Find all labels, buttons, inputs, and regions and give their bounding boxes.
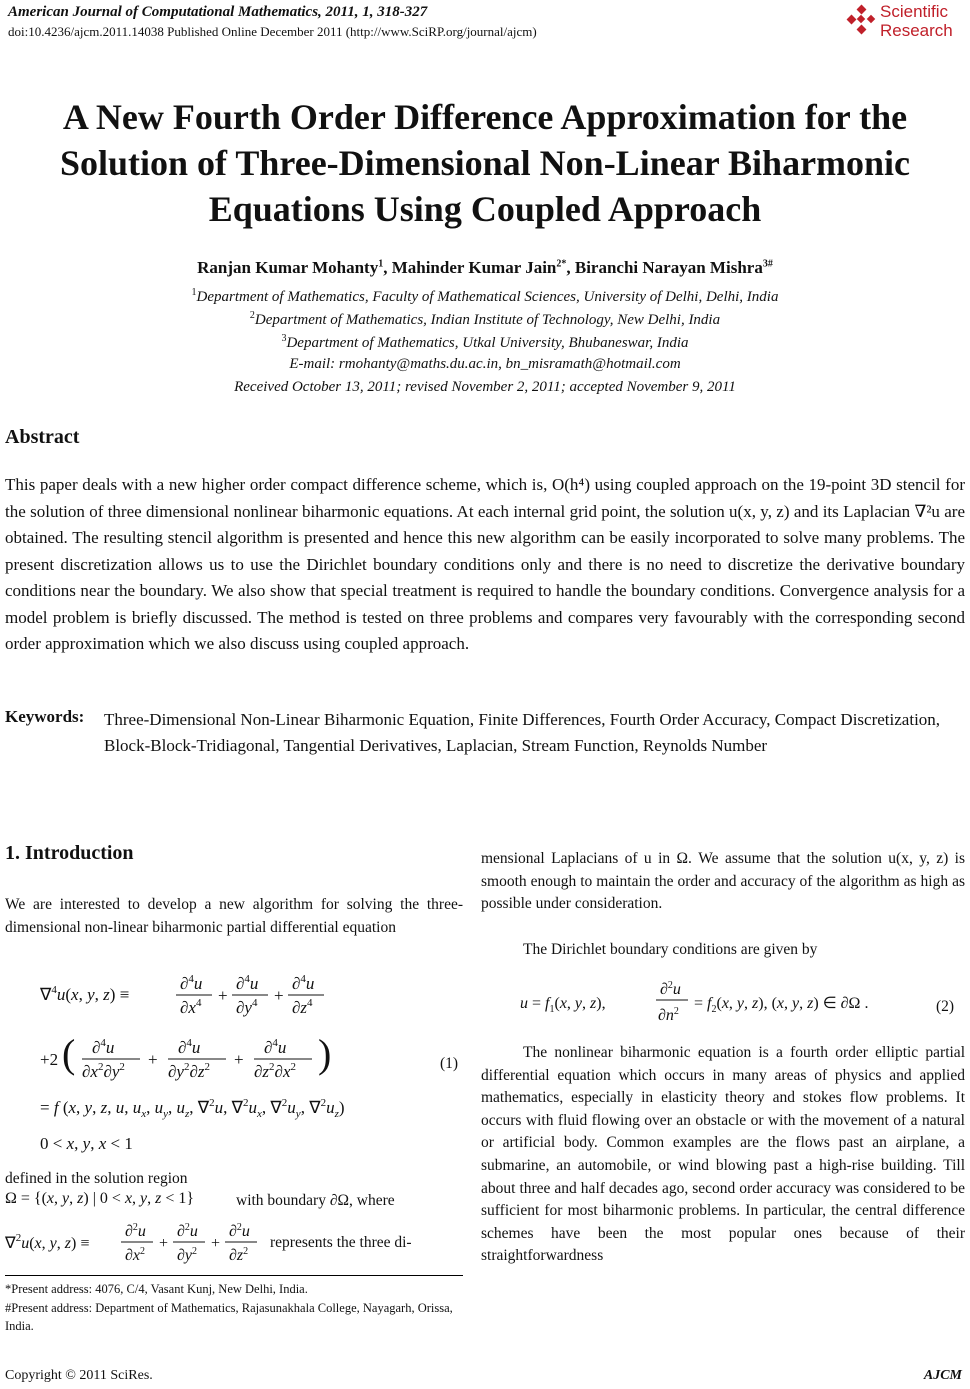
- keywords-text: Three-Dimensional Non-Linear Biharmonic Equation, Finite Differences, Fourth Order Accuracy, Compact Discretization, Block-Block-Tridiagonal, Tangential Derivatives, Laplacian, Stream Function, Reynolds Number: [104, 710, 941, 755]
- svg-text:+: +: [234, 1050, 244, 1069]
- footnote-2: #Present address: Department of Mathematics, Rajasunakhala College, Nayagarh, Orissa, India.: [5, 1301, 453, 1333]
- svg-text:∂y2∂z2: $\partial y^2\partial z^2$: [168, 1061, 210, 1081]
- svg-text:+: +: [274, 986, 284, 1005]
- svg-text:= f2(x, y, z), (x, y, z) ∈ ∂Ω: = $f_2(x$, y, z), (x, y, z) ∈ ∂Ω .: [694, 995, 869, 1015]
- affiliation-3: $^3$Department of Mathematics, Utkal University, Bhubaneswar, India: [281, 333, 689, 351]
- abstract-text: This paper deals with a new higher order compact difference scheme, which is, O(h⁴) using coupled approach on the 19-point 3D stencil for the solution of three dimensional nonlinear biharmonic equations. At each internal grid point, the solution u(x, y, z) and its Laplacian ∇²u are obtained. The resulting stencil algorithm is presented and hence this new algorithm can be easily incorporated to solve many problems. The present discretization allows us to use the Dirichlet boundary conditions only and there is no need to discretize the derivative boundary conditions near the boundary. We also show that special treatment is required to handle the boundary conditions. Convergence analysis for a model problem is briefly discussed. The method is tested on three problems and compares very favourably with the corresponding second order approximation which we also discuss using coupled approach.: [5, 475, 965, 653]
- svg-text:u = f1(x, y, z),: $u = f_1(x$, y, z),: [520, 995, 606, 1015]
- section-heading-introduction: 1. Introduction: [5, 842, 134, 864]
- boundary-text: with boundary ∂Ω, where: [236, 1192, 395, 1209]
- svg-text:∂x2∂y2: $\partial x^2\partial y^2$: [82, 1061, 125, 1081]
- intro-paragraph-2: defined in the solution region: [5, 1170, 188, 1187]
- svg-text:+2: +2: [40, 1050, 59, 1069]
- affiliation-1: $^1$Department of Mathematics, Faculty of Mathematical Sciences, University of Delhi, Delhi, India: [191, 287, 779, 305]
- svg-text:∂2u: ∂$^2$u: [229, 1222, 250, 1240]
- svg-text:∂4u: ∂$^4$u: [236, 973, 259, 993]
- right-paragraph-1: mensional Laplacians of u in Ω. We assume that the solution u(x, y, z) is smooth enough to maintain the order and accuracy of the algorithm as high as possible under consideration.: [481, 850, 965, 913]
- copyright-footer: Copyright © 2011 SciRes.: [5, 1368, 153, 1383]
- author-list: Ranjan Kumar Mohanty$^1$, Mahinder Kumar Jain$^{2*}$, Biranchi Narayan Mishra$^{3\#}$: [197, 258, 773, 277]
- svg-text:∇4u(x, y, z) ≡: ∇$^4$u(x, y, z) ≡: [40, 984, 130, 1004]
- received-dates: Received October 13, 2011; revised November 2, 2011; accepted November 9, 2011: [234, 379, 736, 395]
- equation-2: [520, 970, 940, 1032]
- email-line: E-mail: rmohanty@maths.du.ac.in, bn_misramath@hotmail.com: [289, 356, 681, 372]
- footnote-1: *Present address: 4076, C/4, Vasant Kunj, New Delhi, India.: [5, 1282, 308, 1296]
- author-2-mark: 2*: [556, 258, 567, 270]
- svg-text:= f (x, y, z, u, ux, uy, uz, ∇: = f (x, y, z, u, $u_x$, $u_y$, $u_z$, ∇$^2$u, $\nabla^2u_x$, $\nabla^2u_y$, $\nabla^2u_z$): [40, 1097, 345, 1120]
- svg-text:∂x4: $\partial x^4$: [180, 997, 202, 1017]
- equation-1: [40, 965, 470, 1170]
- author-3-mark: 3#: [762, 258, 773, 270]
- svg-text:∂4u: ∂$^4$u: [92, 1037, 115, 1057]
- footnote-rule: [5, 1275, 463, 1276]
- svg-text:(: (: [62, 1031, 76, 1076]
- author-3: Biranchi Narayan Mishra: [574, 258, 763, 277]
- svg-text:∂z2∂x2: $\partial z^2\partial x^2$: [254, 1061, 296, 1081]
- svg-text:∂4u: ∂$^4$u: [178, 1037, 201, 1057]
- paper-title: [0, 94, 970, 232]
- svg-text:∂2u: ∂$^2$u: [125, 1222, 146, 1240]
- svg-text:∂z4: $\partial z^4$: [292, 997, 313, 1017]
- svg-text:∂2u: ∂$^2$u: [660, 980, 681, 998]
- journal-header: American Journal of Computational Mathematics, 2011, 1, 318-327: [8, 4, 428, 20]
- abstract-heading: Abstract: [5, 426, 80, 448]
- title-line-3: Equations Using Coupled Approach: [208, 189, 762, 229]
- logo-line1: Scientific: [880, 2, 949, 21]
- svg-text:∂y4: $\partial y^4$: [236, 997, 258, 1017]
- svg-text:∂y2: $\partial y^2$: [177, 1246, 198, 1264]
- svg-text:∂z2: $\partial z^2$: [229, 1246, 249, 1264]
- svg-text:): ): [318, 1031, 332, 1076]
- svg-text:∂4u: ∂$^4$u: [292, 973, 315, 993]
- doi-line: doi:10.4236/ajcm.2011.14038 Published Online December 2011 (http://www.SciRP.org/journal/ajcm): [8, 24, 537, 39]
- right-paragraph-3: The nonlinear biharmonic equation is a fourth order elliptic partial differential equation which occurs in many areas of physics and applied mathematics, especially in elasticity theory and stokes flow problems. It occurs with fluid flowing over an obstacle or with the movement of a natural or artificial body. Common examples are the flows past an airplane, a submarine, an automobile, or wind blowing past a high-rise building. Till about three and half decades ago, second order accuracy was considered to be sufficient for most biharmonic problems. In particular, the central difference schemes have been the most popular ones because of their straightforwardness: [481, 1044, 965, 1265]
- laplacian-formula: [5, 1214, 265, 1272]
- svg-text:∂2u: ∂$^2$u: [177, 1222, 198, 1240]
- title-line-1: A New Fourth Order Difference Approximation for the: [62, 97, 908, 137]
- keywords-label: Keywords:: [5, 707, 85, 726]
- affiliation-2: $^2$Department of Mathematics, Indian Institute of Technology, New Delhi, India: [249, 310, 721, 328]
- intro-paragraph-1: We are interested to develop a new algorithm for solving the three-dimensional non-linear biharmonic partial differential equation: [5, 896, 463, 936]
- laplacian-description: represents the three di-: [270, 1234, 412, 1251]
- right-paragraph-2: The Dirichlet boundary conditions are given by: [523, 941, 818, 958]
- author-1-mark: 1: [378, 258, 384, 270]
- journal-abbreviation: AJCM: [923, 1368, 962, 1383]
- svg-text:∂4u: ∂$^4$u: [180, 973, 203, 993]
- svg-text:+: +: [218, 986, 228, 1005]
- svg-text:∇2u(x, y, z) ≡: ∇$^2$u(x, y, z) ≡: [5, 1232, 90, 1252]
- logo-mark-icon: [846, 2, 878, 42]
- title-line-2: Solution of Three-Dimensional Non-Linear Biharmonic: [59, 143, 911, 183]
- svg-text:∂n2: $\partial n^2$: [658, 1006, 679, 1024]
- author-1: Ranjan Kumar Mohanty: [197, 258, 379, 277]
- logo-line2: Research: [880, 21, 953, 40]
- publisher-logo: [846, 2, 964, 46]
- equation-1-number: (1): [440, 1055, 459, 1072]
- solution-region-formula: Ω = {(x, y, z) | 0 < x, y, z < 1}: [5, 1190, 195, 1207]
- svg-text:+: +: [211, 1235, 221, 1252]
- equation-2-number: (2): [936, 998, 955, 1015]
- svg-text:+: +: [148, 1050, 158, 1069]
- svg-text:0 < x, y, x < 1: 0 < x, y, x < 1: [40, 1134, 133, 1153]
- svg-text:∂x2: $\partial x^2$: [125, 1246, 146, 1264]
- svg-text:∂4u: ∂$^4$u: [264, 1037, 287, 1057]
- author-2: Mahinder Kumar Jain: [391, 258, 557, 277]
- svg-text:+: +: [159, 1235, 169, 1252]
